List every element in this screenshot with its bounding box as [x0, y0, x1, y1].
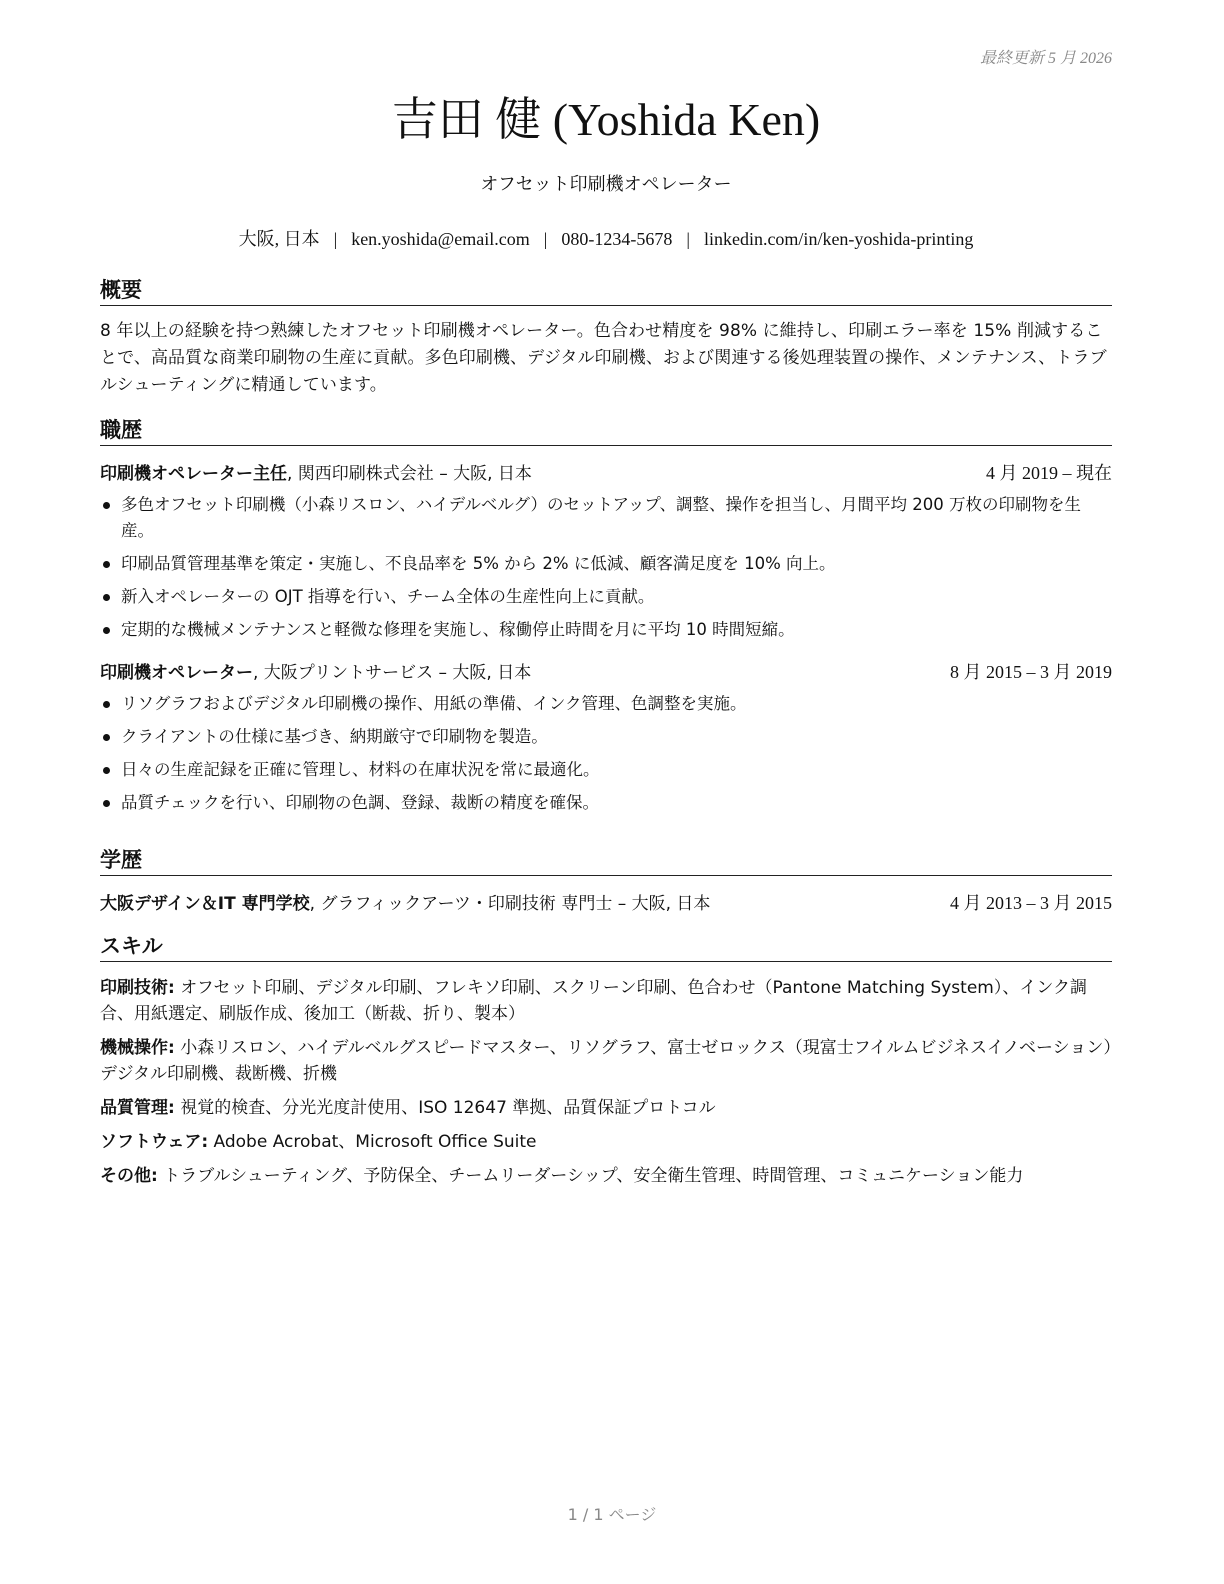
bullet-item: 印刷品質管理基準を策定・実施し、不良品率を 5% から 2% に低減、顧客満足度を 10% 向上。	[100, 551, 1112, 577]
last-updated: 最終更新 5 月 2026	[979, 50, 1112, 67]
job-dates: 8 月 2015 – 3 月 2019	[950, 662, 1112, 682]
bullet-item: 多色オフセット印刷機（小森リスロン、ハイデルベルグ）のセットアップ、調整、操作を担当し、月間平均 200 万枚の印刷物を生産。	[100, 492, 1112, 544]
job-bullets	[100, 492, 1112, 643]
school-name: 大阪デザイン＆IT 専門学校	[100, 894, 310, 914]
job-role: 印刷機オペレーター主任	[100, 464, 287, 484]
bullet-item: リソグラフおよびデジタル印刷機の操作、用紙の準備、インク管理、色調整を実施。	[100, 691, 1112, 717]
section-title-experience: 職歴	[100, 417, 1112, 446]
skill-row	[100, 1035, 1112, 1087]
summary-section	[100, 277, 1112, 399]
skill-row	[100, 1095, 1112, 1121]
page-number: 1 / 1 ページ	[567, 1505, 657, 1524]
skill-value: オフセット印刷、デジタル印刷、フレキソ印刷、スクリーン印刷、色合わせ（Pantone Matching System）、インク調合、用紙選定、刷版作成、後加工（断裁、折り、製本）	[100, 978, 1087, 1024]
bullet-item: クライアントの仕様に基づき、納期厳守で印刷物を製造。	[100, 724, 1112, 750]
summary-text: 8 年以上の経験を持つ熟練したオフセット印刷機オペレーター。色合わせ精度を 98% に維持し、印刷エラー率を 15% 削減することで、高品質な商業印刷物の生産に貢献。多色印刷機、デジタル印刷機、および関連する後処理装置の操作、メンテナンス、トラブルシューティングに精通しています。	[100, 321, 1107, 395]
skill-label: 機械操作:	[100, 1038, 175, 1058]
section-title-education: 学歴	[100, 847, 1112, 876]
skill-value: トラブルシューティング、予防保全、チームリーダーシップ、安全衛生管理、時間管理、コミュニケーション能力	[157, 1166, 1024, 1186]
contact-separator: |	[333, 229, 338, 249]
job-org: , 関西印刷株式会社 – 大阪, 日本	[287, 464, 532, 484]
skills-section	[100, 933, 1112, 1189]
job-headline: オフセット印刷機オペレーター	[480, 174, 732, 195]
job-dates: 4 月 2019 – 現在	[986, 463, 1112, 483]
job-entry	[100, 461, 1112, 643]
skill-row	[100, 1163, 1112, 1189]
bullet-item: 日々の生産記録を正確に管理し、材料の在庫状況を常に最適化。	[100, 757, 1112, 783]
skill-row	[100, 1129, 1112, 1155]
education-section	[100, 847, 1112, 916]
job-header	[100, 660, 1112, 685]
contact-phone[interactable]: 080-1234-5678	[561, 229, 673, 249]
experience-section	[100, 417, 1112, 823]
bullet-item: 品質チェックを行い、印刷物の色調、登録、裁断の精度を確保。	[100, 790, 1112, 816]
job-org: , 大阪プリントサービス – 大阪, 日本	[253, 663, 532, 683]
bullet-item: 定期的な機械メンテナンスと軽微な修理を実施し、稼働停止時間を月に平均 10 時間短縮。	[100, 617, 1112, 643]
candidate-name: 吉田 健 (Yoshida Ken)	[391, 94, 821, 145]
section-title-summary: 概要	[100, 277, 1112, 306]
education-dates: 4 月 2013 – 3 月 2015	[950, 893, 1112, 913]
skill-value: 小森リスロン、ハイデルベルグスピードマスター、リソグラフ、富士ゼロックス（現富士フイルムビジネスイノベーション）デジタル印刷機、裁断機、折機	[100, 1038, 1112, 1084]
skill-value: Adobe Acrobat、Microsoft Office Suite	[208, 1132, 537, 1152]
contact-linkedin[interactable]: linkedin.com/in/ken-yoshida-printing	[703, 229, 974, 249]
section-title-skills: スキル	[100, 933, 1112, 962]
job-header	[100, 461, 1112, 486]
contact-separator: |	[543, 229, 548, 249]
skill-label: ソフトウェア:	[100, 1132, 209, 1152]
skill-label: その他:	[100, 1166, 158, 1186]
degree-detail: , グラフィックアーツ・印刷技術 専門士 – 大阪, 日本	[309, 894, 711, 914]
job-bullets	[100, 691, 1112, 816]
contact-location: 大阪, 日本	[238, 229, 320, 249]
contact-separator: |	[686, 229, 690, 249]
job-entry	[100, 660, 1112, 816]
job-role: 印刷機オペレーター	[100, 663, 253, 683]
skill-label: 印刷技術:	[100, 978, 175, 998]
bullet-item: 新入オペレーターの OJT 指導を行い、チーム全体の生産性向上に貢献。	[100, 584, 1112, 610]
skill-label: 品質管理:	[100, 1098, 175, 1118]
education-entry	[100, 891, 1112, 916]
contact-line	[100, 225, 1112, 251]
skill-row	[100, 975, 1112, 1027]
skill-value: 視覚的検査、分光光度計使用、ISO 12647 準拠、品質保証プロトコル	[174, 1098, 716, 1118]
contact-email[interactable]: ken.yoshida@email.com	[351, 229, 530, 249]
